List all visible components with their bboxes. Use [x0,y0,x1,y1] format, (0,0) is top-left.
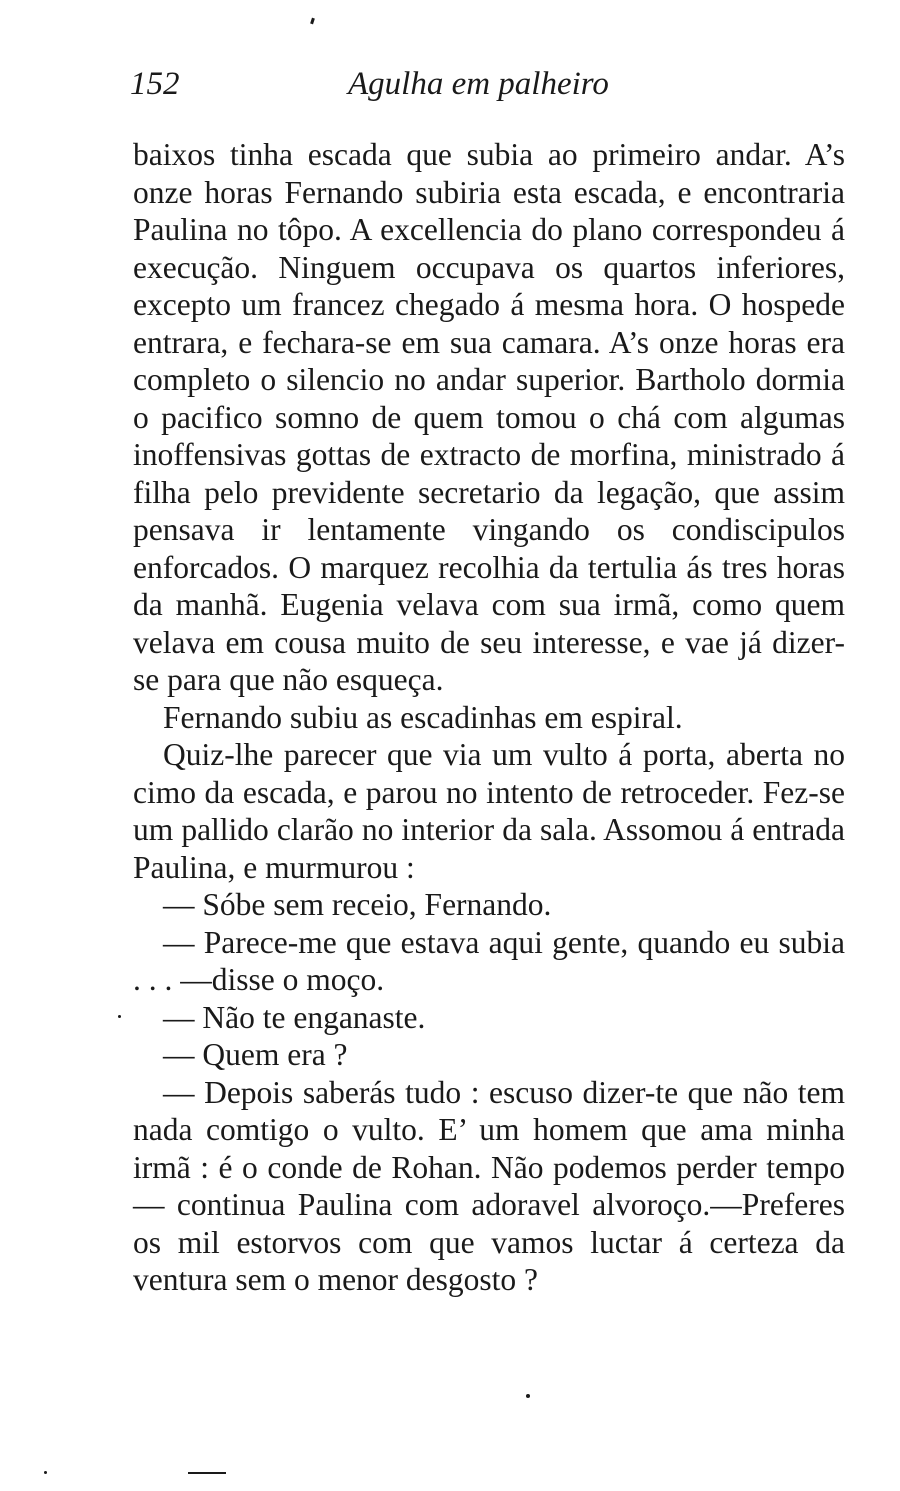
paragraph: Fernando subiu as escadinhas em espiral. [163,699,683,735]
running-title: Agulha em palheiro [348,66,609,102]
dialogue-line: — Parece-me que estava aqui gente, quando eu subia . . . —disse o moço. [133,924,845,997]
ink-speck [310,18,315,25]
ink-speck [44,1471,47,1474]
page-header [130,66,845,114]
ink-dash [188,1472,226,1474]
body-text [133,136,845,1299]
ink-speck [526,1394,530,1398]
page-number: 152 [130,66,180,102]
dialogue-line: — Não te enganaste. [163,999,426,1035]
dialogue-line: — Quem era ? [163,1037,348,1072]
paragraph: baixos tinha escada que subia ao primeiro andar. A’s onze horas Fernando subiria esta escada, e encontraria Paulina no tôpo. A excellencia do plano correspondeu á execução. Ninguem occupava os quartos inferiores, excepto um francez chegado á mesma hora. O hospede entrara, e fechara-se em sua camara. A’s onze horas era completo o silencio no andar superior. Bartholo dormia o pacifico somno de quem tomou o chá com algumas inoffensivas gottas de extracto de morfina, ministrado á filha pelo previdente secretario da legação, que assim pensava ir lentamente vingando os condiscipulos enforcados. O marquez recolhia da tertulia ás tres horas da manhã. Eugenia velava com sua irmã, como quem velava em cousa muito de seu interesse, e vae já dizer-se para que não esqueça. [133,137,845,697]
dialogue-line: — Depois saberás tudo : escuso dizer-te que não tem nada comtigo o vulto. E’ um homem que ama minha irmã : é o conde de Rohan. Não podemos perder tempo — continua Paulina com adoravel alvoroço.—Preferes os mil estorvos com que vamos luctar á certeza da ventura sem o menor desgosto ? [133,1074,845,1297]
paragraph: Quiz-lhe parecer que via um vulto á porta, aberta no cimo da escada, e parou no intento de retroceder. Fez-se um pallido clarão no interior da sala. Assomou á entrada Paulina, e murmurou : [133,737,845,885]
ink-speck [118,1015,121,1018]
dialogue-line: — Sóbe sem receio, Fernando. [163,887,552,922]
